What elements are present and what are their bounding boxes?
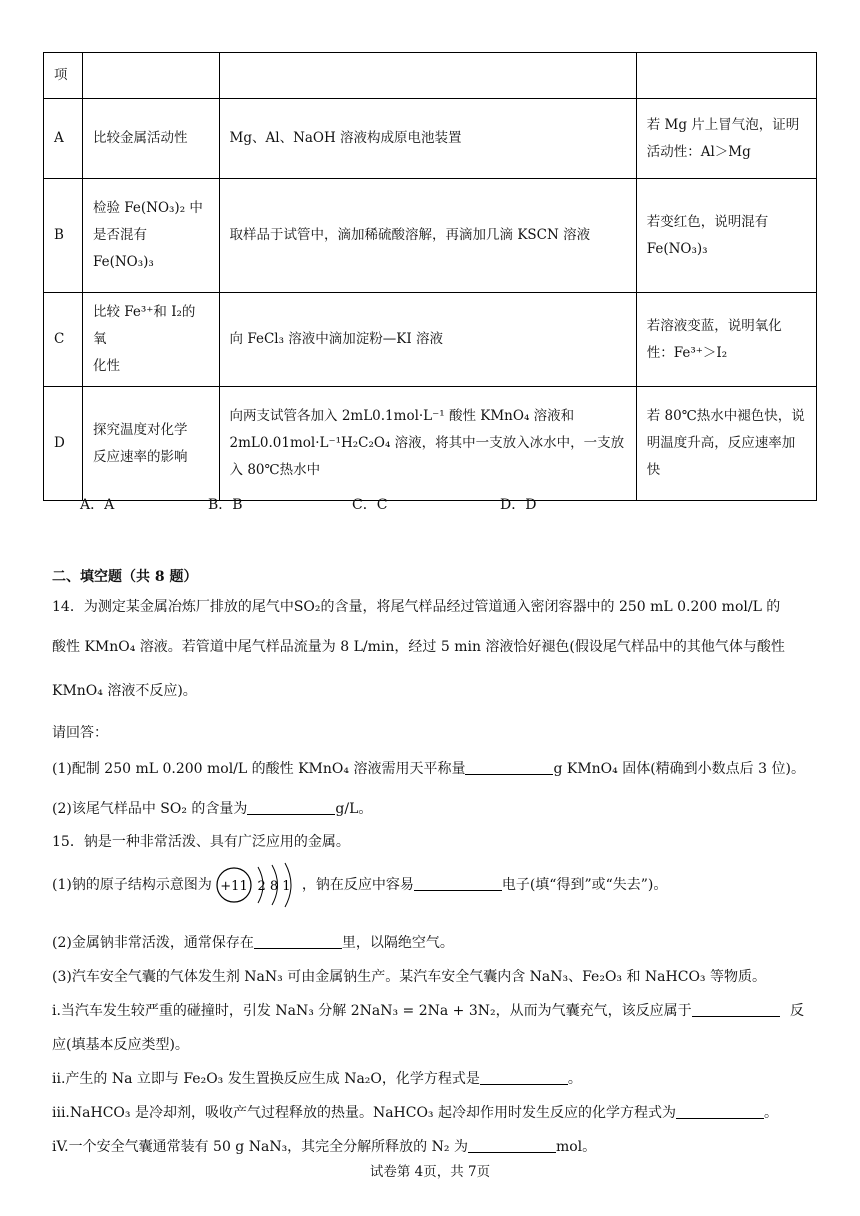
q14-line: 酸性 KMnO₄ 溶液。若管道中尾气样品流量为 8 L/min，经过 5 min 溶液恰好褪色(假设尾气样品中的其他气体与酸性 (52, 639, 785, 655)
table-row (44, 293, 817, 387)
answer-blank[interactable] (254, 934, 342, 949)
conclusion-line: 明温度升高，反应速率加 (646, 435, 796, 451)
q15-iv-text: iV.一个安全气囊通常装有 50 g NaN₃，其完全分解所释放的 N₂ 为 (52, 1139, 468, 1155)
conclusion-line: 活动性：Al＞Mg (646, 143, 751, 160)
option-letter: B (44, 179, 83, 293)
q15-sub3: (3)汽车安全气囊的气体发生剂 NaN₃ 可由金属钠生产。某汽车安全气囊内含 NaN₃、Fe₂O₃ 和 NaHCO₃ 等物质。 (52, 969, 766, 985)
table-cell (219, 53, 636, 99)
q14-sub2-text: (2)该尾气样品中 SO₂ 的含量为 (52, 801, 248, 817)
q14-line: 14．为测定某金属冶炼厂排放的尾气中SO₂的含量，将尾气样品经过管道通入密闭容器中的 250 mL 0.200 mol/L 的 (52, 599, 781, 615)
q15-sub2 (52, 932, 454, 952)
q14-prompt: 请回答： (52, 725, 108, 741)
option-b[interactable]: B．B (208, 497, 243, 513)
option-letter: D (44, 387, 83, 501)
operation-line: 入 80℃热水中 (229, 462, 321, 478)
conclusion-cell (636, 179, 816, 293)
q14-sub1-text: (1)配制 250 mL 0.200 mol/L 的酸性 KMnO₄ 溶液需用天平称量 (52, 761, 466, 777)
purpose-line: 反应速率的影响 (92, 448, 188, 465)
conclusion-line: 若溶液变蓝，说明氧化 (646, 317, 782, 334)
q15-sub2-text: (2)金属钠非常活泼，通常保存在 (52, 935, 254, 951)
q14-sub1 (52, 758, 805, 778)
q15-iii-text: iii.NaHCO₃ 是冷却剂，吸收产气过程释放的热量。NaHCO₃ 起冷却作用时发生反应的化学方程式为 (52, 1105, 676, 1121)
answer-blank[interactable] (676, 1104, 764, 1119)
conclusion-cell (636, 293, 816, 387)
conclusion-line: 若 Mg 片上冒气泡，证明 (646, 116, 800, 133)
purpose-line: 化性 (92, 358, 120, 374)
operation-cell: 向 FeCl₃ 溶液中滴加淀粉—KI 溶液 (219, 293, 636, 387)
q15-i (52, 1000, 804, 1020)
purpose-line: 探究温度对化学 (92, 421, 188, 438)
operation-line: 2mL0.01mol·L⁻¹H₂C₂O₄ 溶液，将其中一支放入冰水中，一支放 (229, 435, 625, 451)
table-row (44, 99, 817, 179)
q15-iii-text: 。 (764, 1105, 778, 1121)
table-cell: 项 (44, 53, 83, 99)
purpose-line: 检验 Fe(NO₃)₂ 中 (92, 200, 203, 216)
option-c[interactable]: C．C (352, 497, 388, 513)
section-title: 二、填空题（共 8 题） (52, 569, 198, 585)
q15-sub1-text: ，钠在反应中容易 (301, 877, 414, 893)
sodium-atom-diagram-icon (214, 861, 300, 909)
conclusion-cell (636, 99, 816, 179)
answer-blank[interactable] (414, 876, 502, 891)
page-footer: 试卷第 4页，共 7页 (369, 1164, 491, 1180)
q15-iii (52, 1102, 778, 1122)
purpose-cell (82, 387, 219, 501)
option-letter: C (44, 293, 83, 387)
purpose-line: Fe(NO₃)₃ (92, 254, 154, 270)
purpose-cell: 比较金属活动性 (82, 99, 219, 179)
q14-sub2-text: g/L。 (335, 801, 373, 817)
conclusion-line: 若变红色，说明混有 (646, 213, 769, 230)
atom-shells-label: 2 8 1 (257, 879, 291, 894)
q14-line: KMnO₄ 溶液不反应)。 (52, 683, 197, 699)
q15-sub1 (52, 860, 667, 910)
answer-blank[interactable] (465, 760, 553, 775)
operation-line: 向两支试管各加入 2mL0.1mol·L⁻¹ 酸性 KMnO₄ 溶液和 (229, 408, 575, 424)
q15-ii (52, 1068, 582, 1088)
q15-sub1-text: (1)钠的原子结构示意图为 (52, 877, 212, 893)
conclusion-line: Fe(NO₃)₃ (646, 240, 708, 257)
operation-cell (219, 387, 636, 501)
purpose-line: 是否混有 (92, 227, 147, 243)
conclusion-line: 性：Fe³⁺＞I₂ (646, 344, 728, 361)
q15-sub1-text: 电子(填“得到”或“失去”)。 (501, 877, 668, 893)
conclusion-cell (636, 387, 816, 501)
experiment-table (43, 52, 817, 501)
operation-cell: Mg、Al、NaOH 溶液构成原电池装置 (219, 99, 636, 179)
q15-sub2-text: 里，以隔绝空气。 (341, 935, 454, 951)
answer-blank[interactable] (468, 1138, 556, 1153)
atom-nucleus-label: +11 (220, 879, 248, 894)
purpose-cell (82, 179, 219, 293)
q15-line: 15．钠是一种非常活泼、具有广泛应用的金属。 (52, 834, 350, 850)
option-letter: A (44, 99, 83, 179)
q15-ii-text: 。 (567, 1071, 582, 1087)
q15-iv-text: mol。 (555, 1139, 597, 1155)
answer-blank[interactable] (480, 1070, 568, 1085)
q15-i-cont: 应(填基本反应类型)。 (52, 1037, 189, 1053)
q15-ii-text: ii.产生的 Na 立即与 Fe₂O₃ 发生置换反应生成 Na₂O，化学方程式是 (52, 1071, 480, 1087)
option-a[interactable]: A．A (80, 497, 115, 513)
option-d[interactable]: D．D (500, 497, 537, 513)
q14-sub2 (52, 798, 372, 818)
table-row (44, 179, 817, 293)
purpose-cell (82, 293, 219, 387)
q15-i-text: 反 (790, 1003, 804, 1019)
conclusion-line: 若 80℃热水中褪色快，说 (646, 408, 805, 424)
operation-cell: 取样品于试管中，滴加稀硫酸溶解，再滴加几滴 KSCN 溶液 (219, 179, 636, 293)
table-row (44, 387, 817, 501)
answer-blank[interactable] (692, 1002, 780, 1017)
table-cell (82, 53, 219, 99)
conclusion-line: 快 (646, 462, 661, 478)
table-row (44, 53, 817, 99)
table-cell (636, 53, 816, 99)
q14-sub1-text: g KMnO₄ 固体(精确到小数点后 3 位)。 (553, 761, 805, 777)
q15-iv (52, 1136, 596, 1156)
purpose-line: 比较 Fe³⁺和 I₂的氧 (92, 304, 196, 347)
q15-i-text: i.当汽车发生较严重的碰撞时，引发 NaN₃ 分解 2NaN₃ = 2Na + 3N₂，从而为气囊充气，该反应属于 (52, 1003, 692, 1019)
answer-blank[interactable] (247, 800, 335, 815)
